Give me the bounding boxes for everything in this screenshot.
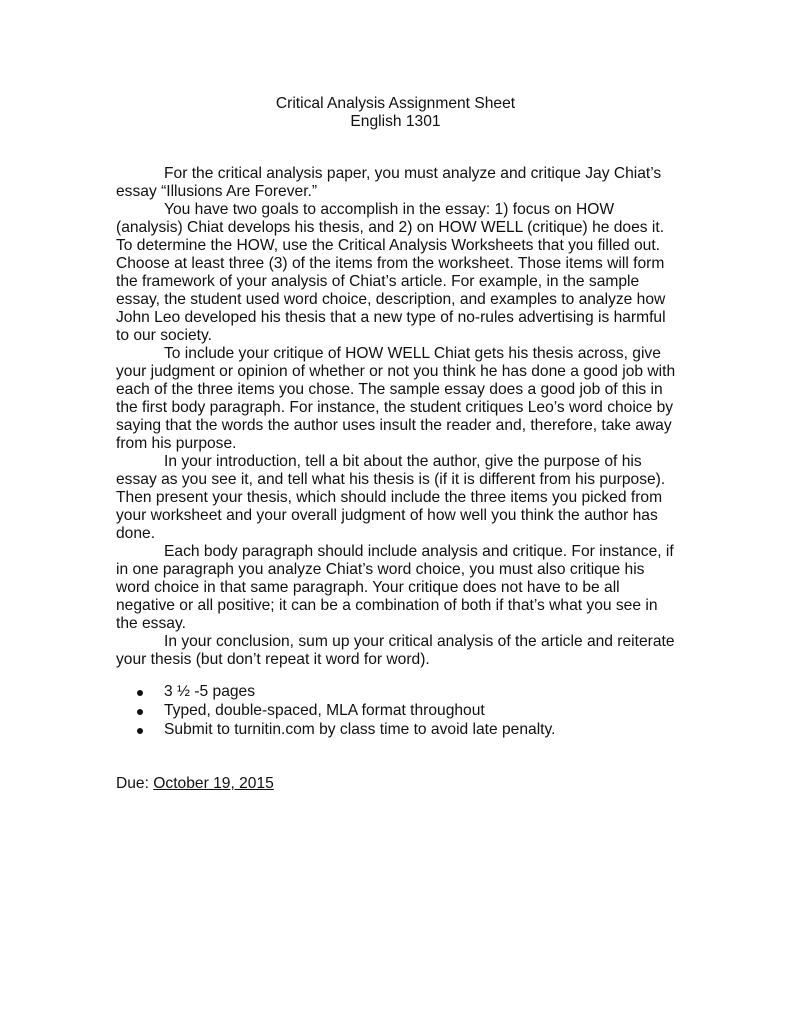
assignment-body [116, 165, 678, 669]
due-line [116, 775, 274, 793]
list-item [116, 683, 676, 702]
requirement-text: Submit to turnitin.com by class time to avoid late penalty. [164, 721, 556, 738]
paragraph-conclusion: In your conclusion, sum up your critical analysis of the article and reiterate your thesis (but don’t repeat it word for word). [116, 633, 675, 668]
paragraph-goals: You have two goals to accomplish in the essay: 1) focus on HOW (analysis) Chiat develops his thesis, and 2) on HOW WELL (critique) he does it. To determine the HOW, use the Critical Analysis Worksheets that you filled out. Choose at least three (3) of the items from the worksheet. Those items will form the framework of your analysis of Chiat’s article. For example, in the sample essay, the student used word choice, description, and examples to analyze how John Leo developed his thesis that a new type of no-rules advertising is harmful to our society. [116, 201, 666, 344]
requirement-text: 3 ½ -5 pages [164, 683, 256, 700]
paragraph-introduction: In your introduction, tell a bit about the author, give the purpose of his essay as you see it, and tell what his thesis is (if it is different from his purpose). Then present your thesis, which should include the three items you picked from your worksheet and your overall judgment of how well you think the author has done. [116, 453, 666, 542]
due-label: Due: [116, 775, 149, 792]
paragraph-critique: To include your critique of HOW WELL Chiat gets his thesis across, give your judgment or opinion of whether or not you think he has done a good job with each of the three items you chose. The sample essay does a good job of this in the first body paragraph. For instance, the student critiques Leo’s word choice by saying that the words the author uses insult the reader and, therefore, take away from his purpose. [116, 345, 676, 452]
bullet-icon [137, 709, 143, 715]
due-date: October 19, 2015 [153, 775, 274, 792]
list-item [116, 702, 676, 721]
list-item [116, 721, 676, 740]
course-name: English 1301 [350, 113, 441, 130]
requirements-list [116, 683, 676, 740]
paragraph-intro: For the critical analysis paper, you must analyze and critique Jay Chiat’s essay “Illusions Are Forever.” [116, 165, 662, 200]
bullet-icon [137, 728, 143, 734]
paragraph-body: Each body paragraph should include analysis and critique. For instance, if in one paragraph you analyze Chiat’s word choice, you must also critique his word choice in that same paragraph. Your critique does not have to be all negative or all positive; it can be a combination of both if that’s what you see in the essay. [116, 543, 674, 632]
bullet-icon [137, 690, 143, 696]
document-header [0, 95, 791, 131]
document-title: Critical Analysis Assignment Sheet [275, 95, 516, 112]
requirement-text: Typed, double-spaced, MLA format throughout [164, 702, 485, 719]
